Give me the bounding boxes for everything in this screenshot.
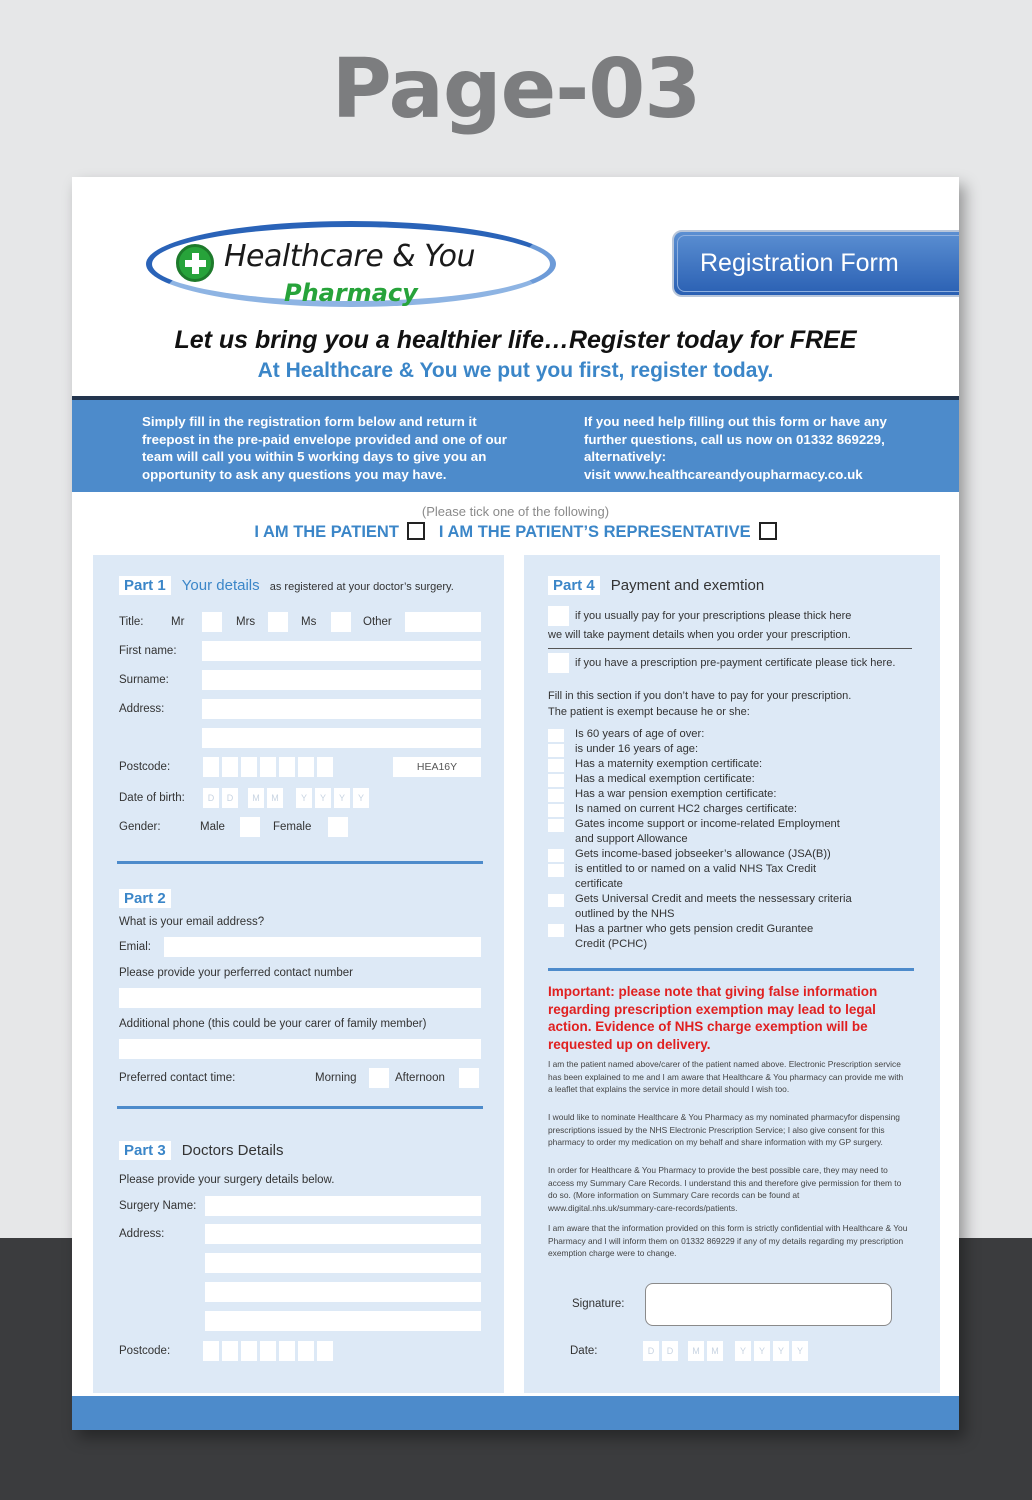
exemption-label: Has a partner who gets pension credit Gurantee	[575, 923, 814, 935]
exemption-checkbox[interactable]	[548, 759, 564, 772]
additional-phone-input[interactable]	[119, 1039, 481, 1059]
exemption-label: Gets Universal Credit and meets the nessessary criteria	[575, 893, 852, 905]
pharmacy-logo	[146, 221, 556, 311]
tagline: Let us bring you a healthier life…Register today for FREE	[174, 326, 857, 354]
pay-line2: we will take payment details when you order your prescription.	[548, 629, 851, 641]
title-ms-label: Ms	[301, 616, 317, 628]
surgery-address-label: Address:	[119, 1228, 165, 1240]
part4-tag: Part 4	[548, 576, 600, 595]
exemption-label: Has a maternity exemption certificate:	[575, 758, 763, 770]
title-mr-checkbox[interactable]	[202, 612, 222, 632]
exemption-checkbox[interactable]	[548, 729, 564, 742]
part3-tag: Part 3	[119, 1141, 171, 1160]
postcode-char-box[interactable]	[241, 757, 257, 777]
date-day-box[interactable]: D	[662, 1341, 678, 1361]
declaration-confidential: I am aware that the information provided on this form is strictly confidential with Healthcare & You Pharmacy and I will inform them on 01332 869229 if any of my details regarding my prescription exemption charge were to change.	[548, 1223, 908, 1258]
exemption-checkbox[interactable]	[548, 774, 564, 787]
dob-day-box[interactable]: D	[222, 788, 238, 808]
title-other-label: Other	[363, 616, 392, 628]
dob-year-box[interactable]: Y	[353, 788, 369, 808]
preferred-time-label: Preferred contact time:	[119, 1072, 236, 1084]
registration-form-title: Registration Form	[677, 235, 959, 292]
email-question: What is your email address?	[119, 916, 265, 928]
first-name-input[interactable]	[202, 641, 481, 661]
surgery-name-label: Surgery Name:	[119, 1200, 197, 1212]
title-mr-label: Mr	[171, 616, 185, 628]
title-other-input[interactable]	[405, 612, 481, 632]
dob-label: Date of birth:	[119, 792, 185, 804]
footer-bar	[72, 1396, 959, 1430]
date-year-box[interactable]: Y	[735, 1341, 751, 1361]
surgery-postcode-box[interactable]	[203, 1341, 219, 1361]
postcode-char-box[interactable]	[298, 757, 314, 777]
part4-title: Payment and exemtion	[610, 577, 765, 594]
email-label: Emial:	[119, 941, 151, 953]
date-year-box[interactable]: Y	[792, 1341, 808, 1361]
surgery-address-line4[interactable]	[205, 1311, 481, 1331]
signature-label: Signature:	[572, 1298, 625, 1310]
registration-form-sheet	[72, 177, 959, 1430]
gender-female-label: Female	[273, 821, 312, 833]
postcode-char-box[interactable]	[260, 757, 276, 777]
section-divider	[548, 968, 914, 971]
exemption-checkbox[interactable]	[548, 864, 564, 877]
exemption-checkbox[interactable]	[548, 819, 564, 832]
exemption-checkbox[interactable]	[548, 804, 564, 817]
surgery-name-input[interactable]	[205, 1196, 481, 1216]
exemption-label-continued: Credit (PCHC)	[575, 938, 648, 950]
tick-hint: (Please tick one of the following)	[421, 504, 610, 519]
section-divider	[117, 1106, 483, 1109]
exemption-label: Gates income support or income-related Employment	[575, 818, 840, 830]
address-input-line1[interactable]	[202, 699, 481, 719]
postcode-char-box[interactable]	[203, 757, 219, 777]
help-line: further questions, call us now on 01332 869229,	[584, 431, 885, 447]
medical-cross-icon	[176, 244, 214, 282]
exemption-label: Gets income-based jobseeker’s allowance (JSA(B))	[575, 848, 831, 860]
dob-month-box[interactable]: M	[248, 788, 264, 808]
representative-option-label: I AM THE PATIENT’S REPRESENTATIVE	[438, 523, 751, 541]
surgery-address-line1[interactable]	[205, 1224, 481, 1244]
part2-header	[119, 888, 171, 908]
dob-month-box[interactable]: M	[267, 788, 283, 808]
postcode-label: Postcode:	[119, 761, 171, 773]
section-divider	[117, 861, 483, 864]
exemption-label: Is 60 years of age of over:	[575, 728, 705, 740]
title-label: Title:	[119, 616, 144, 628]
surgery-postcode-box[interactable]	[279, 1341, 295, 1361]
date-year-box[interactable]: Y	[773, 1341, 789, 1361]
left-panel	[93, 555, 504, 1393]
surgery-note: Please provide your surgery details below.	[119, 1174, 335, 1186]
exemption-checkbox[interactable]	[548, 849, 564, 862]
postcode-example: HEA16Y	[393, 757, 481, 777]
fill-line1: Fill in this section if you don’t have to pay for your prescription.	[548, 690, 852, 702]
surgery-postcode-box[interactable]	[260, 1341, 276, 1361]
help-line: If you need help filling out this form or have any	[584, 414, 887, 429]
declaration-care-records: In order for Healthcare & You Pharmacy to provide the best possible care, they may need to access my Summary Care Records. I understand this and therefore give permission for them to do so. (More information on Summary Care records can be found at www.digital.nhs.uk/summary-care-records/patients.	[548, 1165, 902, 1213]
dob-year-box[interactable]: Y	[334, 788, 350, 808]
additional-phone-question: Additional phone (this could be your carer of family member)	[119, 1018, 427, 1030]
representative-checkbox[interactable]	[759, 522, 777, 540]
surgery-address-line3[interactable]	[205, 1282, 481, 1302]
exemption-checkbox[interactable]	[548, 894, 564, 907]
gender-male-label: Male	[200, 821, 225, 833]
pay-divider	[548, 648, 912, 649]
help-website: visit www.healthcareandyoupharmacy.co.uk	[584, 466, 863, 482]
part1-note: as registered at your doctor’s surgery.	[269, 581, 454, 593]
declaration-eps: I am the patient named above/carer of the patient named above. Electronic Prescription service has been explained to me and I am aware that Healthcare & You pharmacy can provide me with a leaflet that explains the service in more detail should I wish too.	[548, 1059, 904, 1094]
right-panel	[524, 555, 940, 1393]
title-mrs-checkbox[interactable]	[268, 612, 288, 632]
address-label: Address:	[119, 703, 165, 715]
logo-name: Healthcare & You	[224, 239, 476, 274]
pay-checkbox[interactable]	[548, 606, 569, 626]
prepay-text: if you have a prescription pre-payment certificate please tick here.	[575, 657, 896, 669]
dob-year-box[interactable]: Y	[315, 788, 331, 808]
registration-form-tab	[672, 230, 959, 297]
title-mrs-label: Mrs	[236, 616, 256, 628]
part1-header	[119, 575, 454, 595]
surname-label: Surname:	[119, 674, 169, 686]
surgery-postcode-box[interactable]	[222, 1341, 238, 1361]
pay-line1: if you usually pay for your prescriptions please thick here	[575, 610, 852, 622]
part3-header	[119, 1140, 284, 1160]
address-input-line2[interactable]	[202, 728, 481, 748]
afternoon-checkbox[interactable]	[459, 1068, 479, 1088]
prepay-checkbox[interactable]	[548, 653, 569, 673]
contact-number-question: Please provide your perferred contact number	[119, 967, 353, 979]
dob-day-box[interactable]: D	[203, 788, 219, 808]
afternoon-label: Afternoon	[395, 1072, 445, 1084]
date-month-box[interactable]: M	[707, 1341, 723, 1361]
exemption-label: is under 16 years of age:	[575, 743, 699, 755]
date-label: Date:	[570, 1345, 598, 1357]
date-month-box[interactable]: M	[688, 1341, 704, 1361]
help-text	[584, 413, 904, 483]
surgery-postcode-label: Postcode:	[119, 1345, 171, 1357]
first-name-label: First name:	[119, 645, 177, 657]
exemption-label-continued: and support Allowance	[575, 833, 688, 845]
help-line: alternatively:	[584, 449, 667, 464]
gender-label: Gender:	[119, 821, 161, 833]
morning-label: Morning	[315, 1072, 357, 1084]
postcode-char-box[interactable]	[222, 757, 238, 777]
surname-input[interactable]	[202, 670, 481, 690]
gender-female-checkbox[interactable]	[328, 817, 348, 837]
surgery-postcode-box[interactable]	[298, 1341, 314, 1361]
exemption-label-continued: outlined by the NHS	[575, 908, 675, 920]
postcode-char-box[interactable]	[279, 757, 295, 777]
tagline-secondary: At Healthcare & You we put you first, register today.	[257, 359, 774, 382]
part1-title: Your details	[181, 577, 260, 594]
part3-title: Doctors Details	[181, 1142, 284, 1159]
morning-checkbox[interactable]	[369, 1068, 389, 1088]
patient-option-label: I AM THE PATIENT	[254, 523, 399, 541]
date-year-box[interactable]: Y	[754, 1341, 770, 1361]
fill-line2: The patient is exempt because he or she:	[548, 706, 750, 718]
email-input[interactable]	[164, 937, 481, 957]
surgery-postcode-box[interactable]	[317, 1341, 333, 1361]
exemption-checkbox[interactable]	[548, 924, 564, 937]
date-day-box[interactable]: D	[643, 1341, 659, 1361]
signature-input[interactable]	[645, 1283, 892, 1326]
page-heading: Page-03	[331, 42, 701, 137]
dob-year-box[interactable]: Y	[296, 788, 312, 808]
declaration-nomination: I would like to nominate Healthcare & You Pharmacy as my nominated pharmacyfor dispensing prescriptions issued by the NHS Electronic Prescription Service; I also give consent for this pharmacy to order my medication on my behalf and share information with my GP surgery.	[548, 1112, 900, 1147]
patient-checkbox[interactable]	[407, 522, 425, 540]
legal-warning: Important: please note that giving false information regarding prescription exemption may lead to legal action. Evidence of NHS charge exemption will be requested up on delivery.	[548, 984, 878, 1052]
title-ms-checkbox[interactable]	[331, 612, 351, 632]
part2-tag: Part 2	[119, 889, 171, 908]
exemption-label: is entitled to or named on a valid NHS Tax Credit	[575, 863, 817, 875]
patient-type-row	[72, 522, 959, 542]
exemption-label-continued: certificate	[575, 878, 623, 890]
contact-number-input[interactable]	[119, 988, 481, 1008]
surgery-postcode-box[interactable]	[241, 1341, 257, 1361]
exemption-checkbox[interactable]	[548, 789, 564, 802]
gender-male-checkbox[interactable]	[240, 817, 260, 837]
info-band	[72, 396, 959, 492]
exemption-label: Is named on current HC2 charges certificate:	[575, 803, 797, 815]
part1-tag: Part 1	[119, 576, 171, 595]
part4-header	[548, 575, 764, 595]
exemption-label: Has a war pension exemption certificate:	[575, 788, 777, 800]
exemption-checkbox[interactable]	[548, 744, 564, 757]
logo-subtitle: Pharmacy	[284, 279, 418, 307]
instructions-text: Simply fill in the registration form below and return it freepost in the pre-paid envelope provided and one of our team will call you within 5 working days to give you an opportunity to ask any questions you may have.	[142, 414, 507, 482]
surgery-address-line2[interactable]	[205, 1253, 481, 1273]
postcode-char-box[interactable]	[317, 757, 333, 777]
exemption-label: Has a medical exemption certificate:	[575, 773, 755, 785]
